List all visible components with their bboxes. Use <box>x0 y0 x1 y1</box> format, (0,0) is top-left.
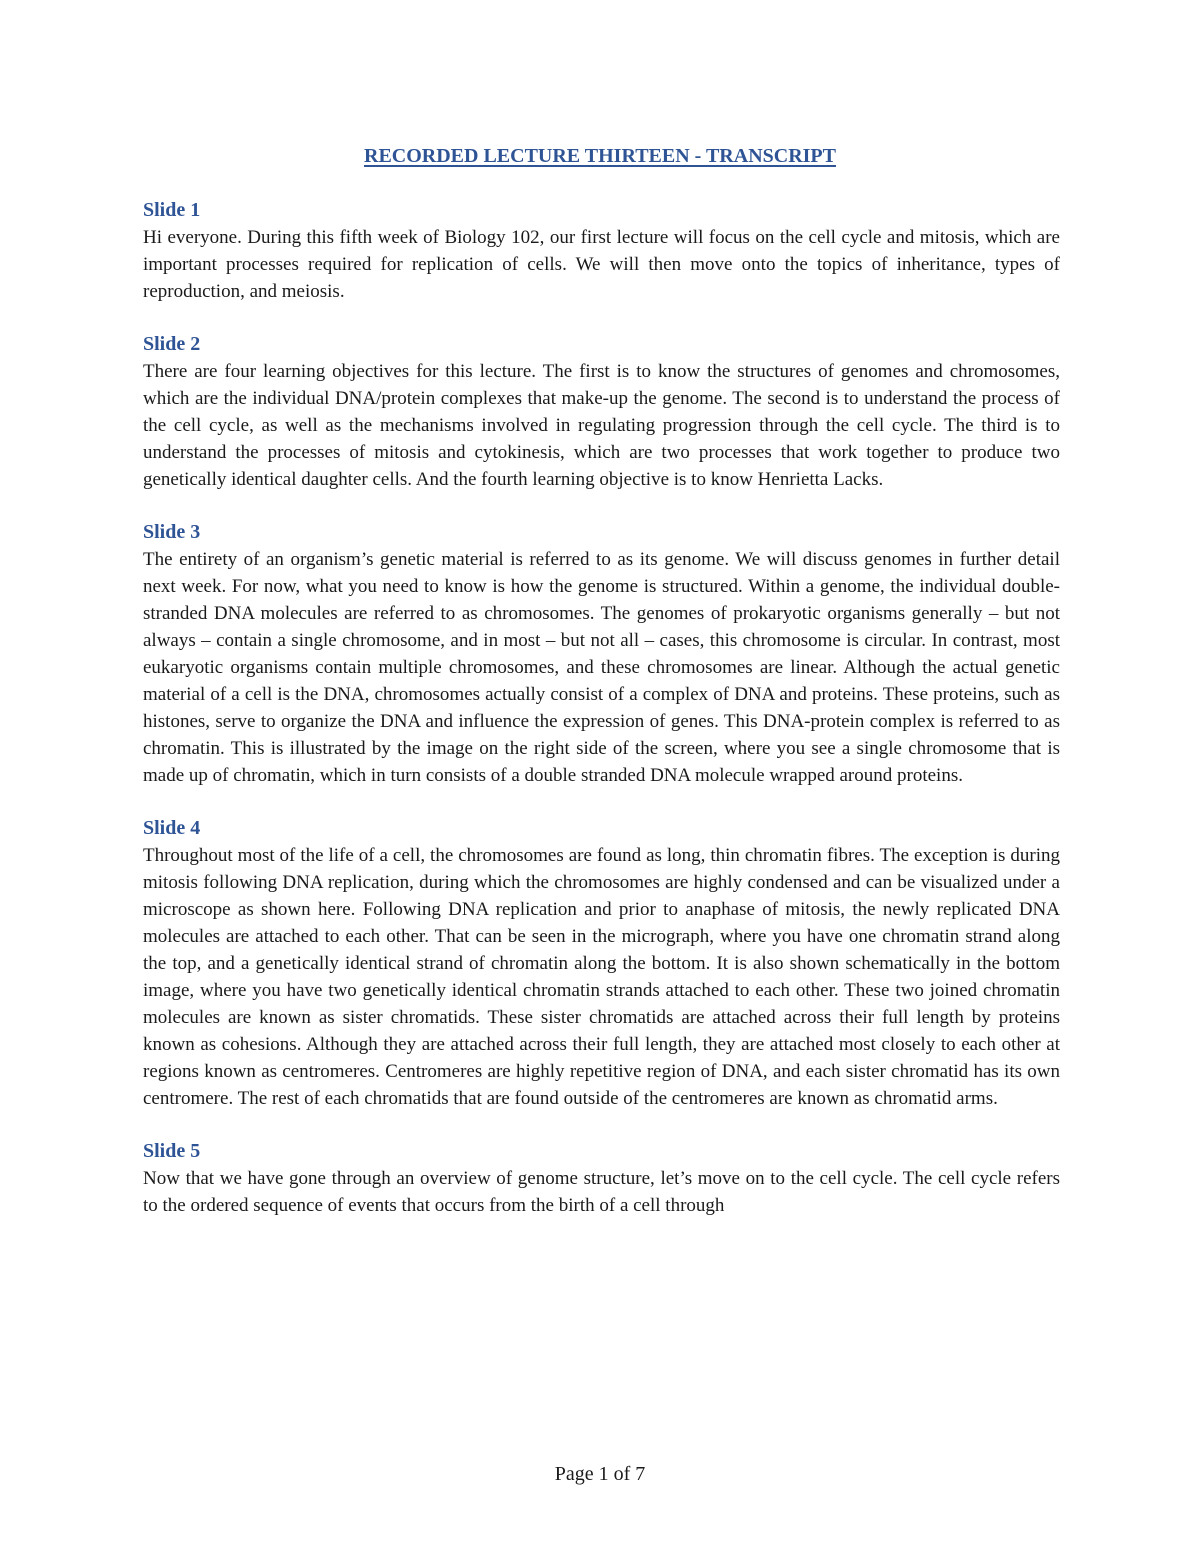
slide-paragraph: Throughout most of the life of a cell, the chromosomes are found as long, thin chromatin fibres. The exception is during mitosis following DNA replication, during which the chromosomes are highly condensed and can be visualized under a microscope as shown here. Following DNA replication and prior to anaphase of mitosis, the newly replicated DNA molecules are attached to each other. That can be seen in the micrograph, where you have one chromatin strand along the top, and a genetically identical strand of chromatin along the bottom. It is also shown schematically in the bottom image, where you have two genetically identical chromatin strands attached to each other. These two joined chromatin molecules are known as sister chromatids. These sister chromatids are attached across their full length by proteins known as cohesions. Although they are attached across their full length, they are attached most closely to each other at regions known as centromeres. Centromeres are highly repetitive region of DNA, and each sister chromatid has its own centromere. The rest of each chromatids that are found outside of the centromeres are known as chromatid arms. <box>143 845 1060 1109</box>
transcript-body <box>143 197 1060 1245</box>
slide-section-4 <box>143 815 1060 1112</box>
slide-paragraph: The entirety of an organism’s genetic material is referred to as its genome. We will discuss genomes in further detail next week. For now, what you need to know is how the genome is structured. Within a genome, the individual double-stranded DNA molecules are referred to as chromosomes. The genomes of prokaryotic organisms generally – but not always – contain a single chromosome, and in most – but not all – cases, this chromosome is circular. In contrast, most eukaryotic organisms contain multiple chromosomes, and these chromosomes are linear. Although the actual genetic material of a cell is the DNA, chromosomes actually consist of a complex of DNA and proteins. These proteins, such as histones, serve to organize the DNA and influence the expression of genes. This DNA-protein complex is referred to as chromatin. This is illustrated by the image on the right side of the screen, where you see a single chromosome that is made up of chromatin, which in turn consists of a double stranded DNA molecule wrapped around proteins. <box>143 549 1060 786</box>
slide-heading: Slide 3 <box>143 521 201 543</box>
slide-section-1 <box>143 197 1060 305</box>
slide-paragraph: There are four learning objectives for this lecture. The first is to know the structures of genomes and chromosomes, which are the individual DNA/protein complexes that make-up the genome. The second is to understand the process of the cell cycle, as well as the mechanisms involved in regulating progression through the cell cycle. The third is to understand the processes of mitosis and cytokinesis, which are two processes that work together to produce two genetically identical daughter cells. And the fourth learning objective is to know Henrietta Lacks. <box>143 361 1060 490</box>
document-title: RECORDED LECTURE THIRTEEN - TRANSCRIPT <box>364 145 836 167</box>
slide-heading: Slide 1 <box>143 199 201 221</box>
slide-heading: Slide 4 <box>143 817 201 839</box>
slide-paragraph: Hi everyone. During this fifth week of Biology 102, our first lecture will focus on the cell cycle and mitosis, which are important processes required for replication of cells. We will then move onto the topics of inheritance, types of reproduction, and meiosis. <box>143 227 1060 302</box>
slide-section-2 <box>143 331 1060 493</box>
slide-paragraph: Now that we have gone through an overview of genome structure, let’s move on to the cell cycle. The cell cycle refers to the ordered sequence of events that occurs from the birth of a cell through <box>143 1168 1060 1216</box>
slide-heading: Slide 5 <box>143 1140 201 1162</box>
slide-section-3 <box>143 519 1060 789</box>
slide-heading: Slide 2 <box>143 333 201 355</box>
page-number: Page 1 of 7 <box>554 1463 646 1485</box>
slide-section-5 <box>143 1138 1060 1219</box>
